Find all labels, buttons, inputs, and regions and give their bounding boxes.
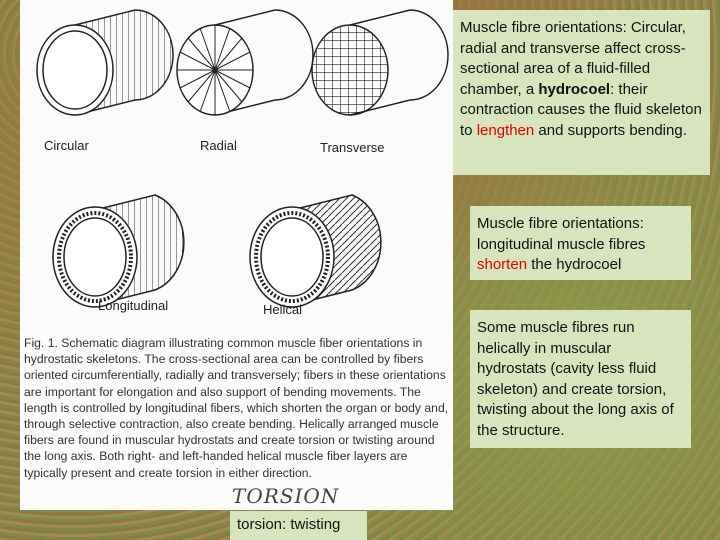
handwritten-torsion: TORSION xyxy=(232,484,340,508)
box1-highlight: lengthen xyxy=(476,121,535,139)
label-longitudinal: Longitudinal xyxy=(98,298,169,313)
text-box-longitudinal xyxy=(470,206,691,280)
text-box-cross-section xyxy=(453,10,710,175)
label-circular: Circular xyxy=(44,138,89,153)
transverse-cylinder xyxy=(312,10,448,115)
circular-cylinder xyxy=(37,10,173,115)
box2-text-end: the hydrocoel xyxy=(531,256,622,273)
box1-text: Muscle fibre orientations: Circular, radial and transverse affect cross-sectional area of a fluid-filled chamber, a xyxy=(460,19,686,98)
label-transverse: Transverse xyxy=(320,140,385,155)
muscle-fiber-figure xyxy=(20,0,453,510)
label-helical: Helical xyxy=(263,302,303,317)
box1-text-end: and supports bending. xyxy=(538,121,687,139)
helical-cylinder xyxy=(250,195,381,307)
footer-label xyxy=(230,511,367,540)
radial-cylinder xyxy=(177,10,313,115)
text-box-helical xyxy=(470,310,691,448)
longitudinal-cylinder xyxy=(53,195,184,307)
label-radial: Radial xyxy=(200,138,237,153)
footer-text: torsion: twisting xyxy=(237,516,341,533)
box2-highlight: shorten xyxy=(477,256,528,273)
box1-text-mid: : their contraction causes the fluid skeleton to xyxy=(460,80,702,139)
figure-caption: Fig. 1. Schematic diagram illustrating common muscle fiber orientations in hydrostatic skeletons. The cross-sectional area can be controlled by fibers oriented circumferentially, radially and transversely; fibers in these orientations are important for elongation and also support of bending movements. The length is controlled by longitudinal fibers, which shorten the organ or body and, through selective contraction, also create bending. Helically arranged muscle fibers are found in muscular hydrostats and create torsion or twisting around the long axis. Both right- and left-handed helical muscle fiber layers are typically present and create torsion in either direction. xyxy=(24,336,449,480)
box2-text: Muscle fibre orientations: longitudinal muscle fibres xyxy=(477,215,646,253)
box1-bold: hydrocoel xyxy=(538,80,611,98)
box3-text: Some muscle fibres run helically in muscular hydrostats (cavity less fluid skeleton) and create torsion, twisting about the long axis of the structure. xyxy=(477,319,674,439)
